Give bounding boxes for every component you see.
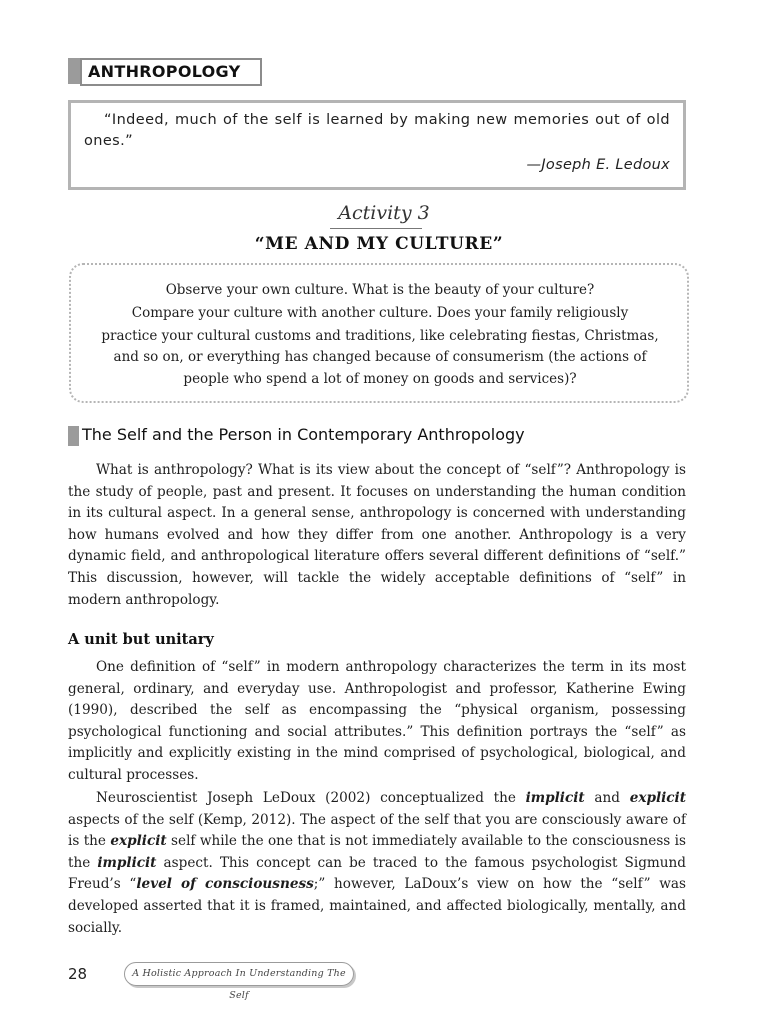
- activity-label: Activity 3: [338, 202, 430, 224]
- quote-text: “Indeed, much of the self is learned by making new memories out of old ones.”: [84, 112, 670, 149]
- paragraph-text: ;” however, LaDoux’s view on how the “self” was developed asserted that it is framed, maintained, and affected biologically, mentally, and socially.: [68, 876, 686, 936]
- activity-line: Compare your culture with another culture. Does your family religiously: [131, 305, 629, 321]
- paragraph-text: aspect. This concept can be traced to the famous psychologist Sigmund Freud’s “: [68, 854, 686, 893]
- paragraph-intro: What is anthropology? What is its view about the concept of “self”? Anthropology is the study of people, past and present. It focuses on understanding the human condition in its cultural aspect. In a general sense, anthropology is concerned with understanding how humans evolved and how they differ from one another. Anthropology is a very dynamic field, and anthropological literature offers several different definitions of “self.” This discussion, however, will tackle the widely acceptable definitions of “self” in modern anthropology.: [68, 462, 686, 608]
- activity-title: “ME AND MY CULTURE”: [254, 234, 504, 254]
- quote-author: —Joseph E. Ledoux: [526, 157, 670, 173]
- page-number: 28: [68, 965, 88, 983]
- emphasis-level-of-consciousness: level of consciousness: [136, 876, 314, 893]
- paragraph-text: self while the one that is not immediately available to the consciousness is the: [68, 833, 686, 871]
- section-heading: The Self and the Person in Contemporary Anthropology: [82, 425, 525, 444]
- paragraph-definition: One definition of “self” in modern anthropology characterizes the term in its most general, ordinary, and everyday use. Anthropologist and professor, Katherine Ewing (1990), described the self as encompassing the “physical organism, possessing psychological functioning and social attributes.” This definition portrays the “self” as implicitly and explicitly existing in the mind comprised of psychological, biological, and cultural processes.: [68, 659, 686, 783]
- subheading: A unit but unitary: [68, 631, 214, 648]
- activity-underline: [330, 228, 422, 229]
- emphasis-implicit: implicit: [525, 790, 585, 806]
- subject-tag: ANTHROPOLOGY: [80, 58, 262, 86]
- header-accent-bar: [68, 58, 80, 84]
- emphasis-explicit: explicit: [629, 790, 686, 806]
- activity-line: and so on, or everything has changed because of consumerism (the actions of: [113, 349, 647, 365]
- paragraph-ledoux: [68, 788, 686, 939]
- paragraph-text: and: [584, 790, 630, 806]
- section-accent-bar: [68, 426, 79, 446]
- activity-line: Observe your own culture. What is the beauty of your culture?: [165, 282, 595, 298]
- emphasis-explicit: explicit: [110, 833, 167, 850]
- footer-book-title: A Holistic Approach In Understanding The Self: [124, 962, 354, 986]
- emphasis-implicit: implicit: [97, 854, 157, 871]
- paragraph-text: aspects of the self (Kemp, 2012). The aspect of the self that you are consciously aware of is the: [68, 811, 686, 850]
- activity-line: people who spend a lot of money on goods and services)?: [183, 371, 577, 387]
- paragraph-text: Neuroscientist Joseph LeDoux (2002) conceptualized the: [96, 790, 526, 806]
- activity-line: practice your cultural customs and traditions, like celebrating fiestas, Christmas,: [101, 328, 659, 344]
